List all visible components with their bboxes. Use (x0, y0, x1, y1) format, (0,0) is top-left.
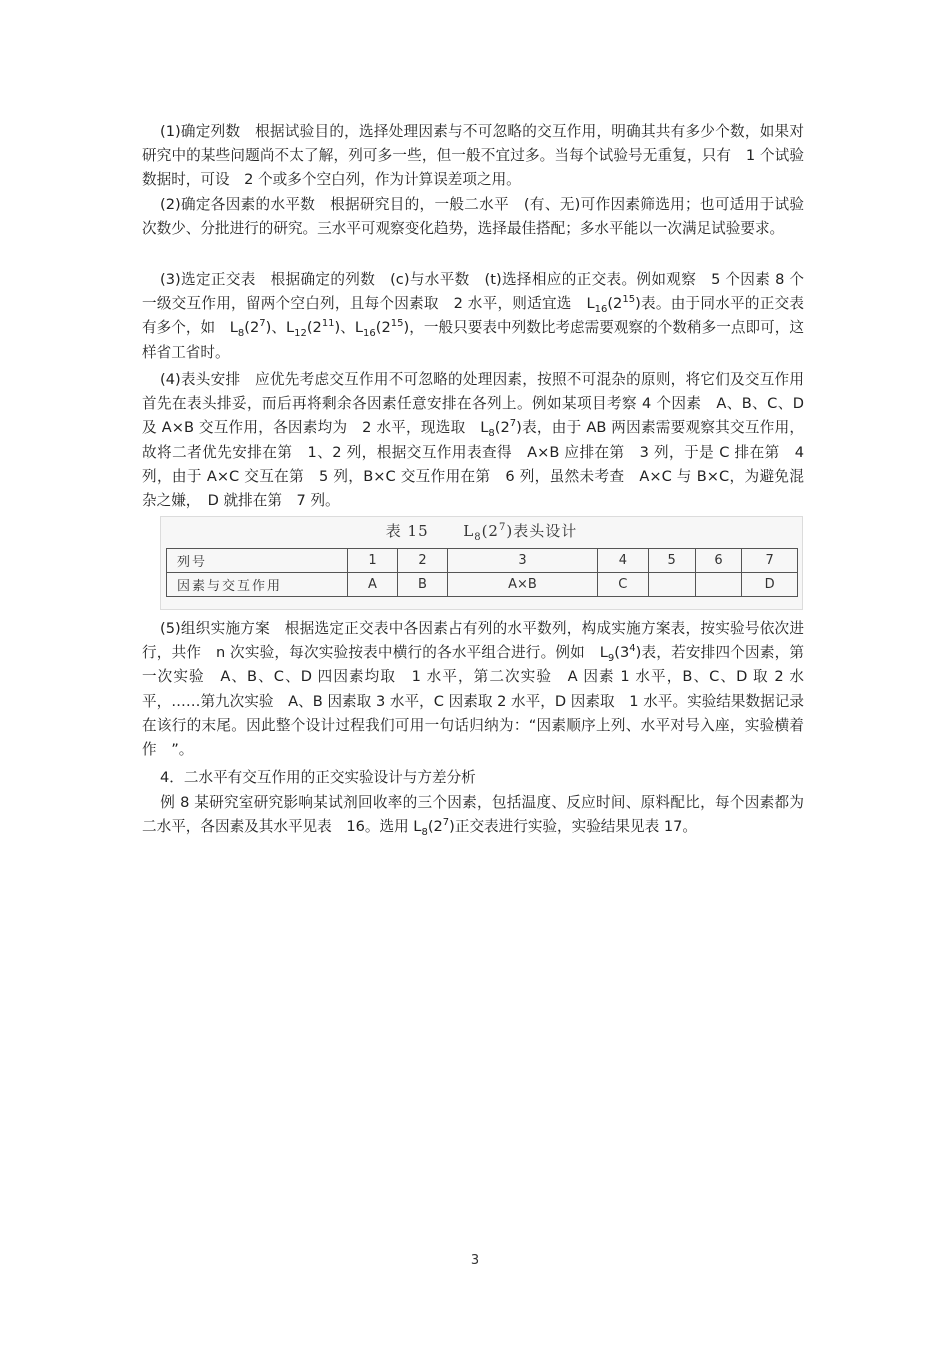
paragraph-1-text: (1)确定列数 根据试验目的，选择处理因素与不可忽略的交互作用，明确其共有多少个数，如果对研究中的某些问题尚不太了解，列可多一些，但一般不宜过多。当每个试验号无重复，只有 1 个试验数据时，可设 2 个或多个空白列，作为计算误差项之用。 (142, 123, 804, 189)
column-number-cell: 3 (448, 549, 598, 573)
section-heading-text: 4．二水平有交互作用的正交实验设计与方差分析 (160, 769, 476, 786)
column-number-cell: 2 (397, 549, 447, 573)
paragraph-5-text: (5)组织实施方案 根据选定正交表中各因素占有列的水平数列，构成实施方案表，按实验号依次进行，共作 n 次实验，每次实验按表中横行的各水平组合进行。例如 $L_9(3^4)$表，若安排四个因素，第一次实验 A、B、C、D 四因素均取 1 水平，第二次实验 A 因素 1 水平，B、C、D 取 2 水平，……第九次实验 A、B 因素取 3 水平，C 因素取 2 水平，D 因素取 1 水平。实验结果数据记录在该行的末尾。因此整个设计过程我们可用一句话归纳为：“因素顺序上列、水平对号入座，实验横着作 ”。 (142, 620, 804, 759)
column-number-cell: 7 (742, 549, 798, 573)
paragraph-5 (142, 617, 804, 762)
paragraph-3-text: (3)选定正交表 根据确定的列数 (c)与水平数 (t)选择相应的正交表。例如观察 5 个因素 8 个一级交互作用，留两个空白列，且每个因素取 2 水平，则适宜选 $L_{16}(2^{15})$表。由于同水平的正交表有多个，如 $L_8(2^7)$、$L_{12}(2^{11})$、$L_{16}(2^{15})$，一般只要表中列数比考虑需要观察的个数稍多一点即可，这样省工省时。 (142, 271, 804, 361)
table-row-column-numbers (167, 549, 798, 573)
header-design-table (166, 548, 798, 597)
paragraph-2-text: (2)确定各因素的水平数 根据研究目的，一般二水平 (有、无)可作因素筛选用；也可适用于试验次数少、分批进行的研究。三水平可观察变化趋势，选择最佳搭配；多水平能以一次满足试验要求。 (142, 196, 804, 238)
paragraph-1 (142, 120, 804, 193)
factor-cell: D (742, 573, 798, 597)
column-number-cell: 1 (348, 549, 398, 573)
figure-caption-title: $L_8(2^7)$表头设计 (463, 522, 578, 543)
row-header-factors: 因素与交互作用 (167, 573, 348, 597)
paragraph-2 (142, 193, 804, 241)
factor-cell: C (597, 573, 648, 597)
table-row-factors (167, 573, 798, 597)
table-15-figure (160, 516, 803, 610)
column-number-cell: 4 (597, 549, 648, 573)
paragraph-3 (142, 268, 804, 365)
paragraph-7 (142, 791, 804, 839)
factor-cell (648, 573, 695, 597)
figure-caption-label: 表 15 (385, 522, 429, 540)
row-header-column-number: 列号 (167, 549, 348, 573)
factor-cell: A (348, 573, 398, 597)
paragraph-4-text: (4)表头安排 应优先考虑交互作用不可忽略的处理因素，按照不可混杂的原则，将它们及交互作用首先在表头排妥，而后再将剩余各因素任意安排在各列上。例如某项目考察 4 个因素 A、B、C、D 及 A×B 交互作用，各因素均为 2 水平，现选取 $L_8(2^7)$表，由于 AB 两因素需要观察其交互作用，故将二者优先安排在第 1、2 列，根据交互作用表查得 A×B 应排在第 3 列，于是 C 排在第 4 列，由于 A×C 交互在第 5 列，B×C 交互作用在第 6 列，虽然未考查 A×C 与 B×C，为避免混杂之嫌， D 就排在第 7 列。 (142, 371, 805, 510)
paragraph-7-text: 例 8 某研究室研究影响某试剂回收率的三个因素，包括温度、反应时间、原料配比，每个因素都为二水平，各因素及其水平见表 16。选用 $L_8(2^7)$正交表进行实验，实验结果见表 17。 (142, 794, 804, 839)
paragraph-4 (142, 368, 804, 513)
figure-caption (161, 520, 802, 541)
section-heading (142, 766, 804, 790)
column-number-cell: 6 (695, 549, 742, 573)
column-number-cell: 5 (648, 549, 695, 573)
factor-cell: B (397, 573, 447, 597)
factor-cell: A×B (448, 573, 598, 597)
factor-cell (695, 573, 742, 597)
page-number: 3 (470, 1253, 480, 1268)
